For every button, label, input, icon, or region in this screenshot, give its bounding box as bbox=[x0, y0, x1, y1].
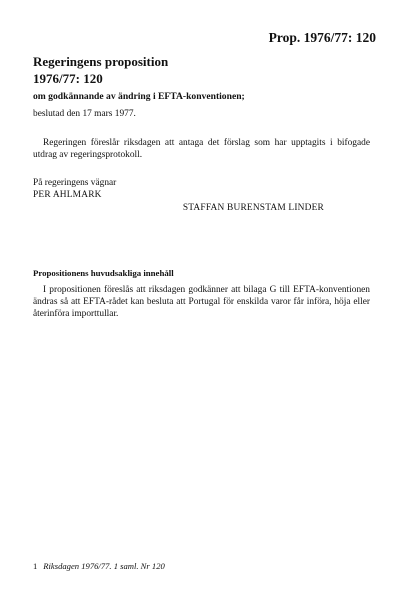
summary-heading: Propositionens huvudsakliga innehåll bbox=[33, 268, 174, 278]
on-behalf-line: På regeringens vägnar bbox=[33, 178, 117, 188]
intro-text: Regeringen föreslår riksdagen att antaga det förslag som har upptagits i bifogade utdrag av regeringsprotokoll. bbox=[33, 138, 370, 160]
decision-date: beslutad den 17 mars 1977. bbox=[33, 109, 136, 119]
page-footer bbox=[33, 561, 165, 571]
document-number: 1976/77: 120 bbox=[33, 71, 103, 86]
document-subject: om godkännande av ändring i EFTA-konventionen; bbox=[33, 91, 245, 102]
footer-reference: Riksdagen 1976/77. 1 saml. Nr 120 bbox=[43, 561, 165, 571]
proposition-number: Prop. 1976/77: 120 bbox=[268, 30, 376, 45]
summary-paragraph bbox=[33, 284, 370, 320]
page-number: 1 bbox=[33, 561, 38, 571]
signer-prime-minister: PER AHLMARK bbox=[33, 190, 102, 200]
signer-minister: STAFFAN BURENSTAM LINDER bbox=[182, 203, 324, 213]
document-title: Regeringens proposition bbox=[33, 54, 169, 69]
intro-paragraph bbox=[33, 137, 370, 161]
summary-text: I propositionen föreslås att riksdagen godkänner att bilaga G till EFTA-konventionen ändras så att EFTA-rådet kan besluta att Portugal för enskilda varor får införa, höja eller återinföra importtullar. bbox=[33, 285, 370, 319]
